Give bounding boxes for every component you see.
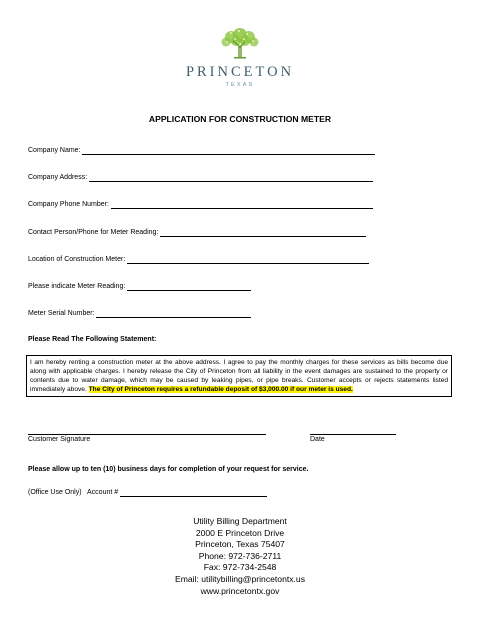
- deposit-highlight: The City of Princeton requires a refundable deposit of $3,000.00 if our meter is used.: [88, 386, 353, 393]
- meter-serial-input[interactable]: [96, 310, 251, 318]
- email-address: Email: utilitybilling@princetontx.us: [174, 573, 306, 584]
- office-use-field: [28, 488, 267, 497]
- state-name: TEXAS: [225, 82, 255, 88]
- field-label: Contact Person/Phone for Meter Reading:: [28, 229, 159, 236]
- statement-text: I am hereby renting a construction meter at the above address. I agree to pay the monthly charges for these services as bills become due along with applicable charges. I hereby release the City of Princeton from all liability in the event damages are sustained to the property or contents due to water damage, which may be caused by leaking pipes, or pipe breaks. Customer accepts or rejects statements listed immediately above.: [30, 359, 448, 393]
- contact-footer: [0, 516, 480, 597]
- meter-location-input[interactable]: [127, 256, 369, 264]
- account-label: Account #: [87, 489, 119, 496]
- liability-statement: [26, 355, 452, 397]
- field-label: Please indicate Meter Reading:: [28, 283, 126, 290]
- fax-number: Fax: 972-734-2548: [203, 562, 277, 573]
- tree-icon: [218, 26, 262, 60]
- meter-location-field: [28, 255, 369, 264]
- field-label: Company Address:: [28, 174, 88, 181]
- field-label: Meter Serial Number:: [28, 310, 95, 317]
- company-name-field: [28, 146, 375, 155]
- account-number-input[interactable]: [120, 489, 267, 497]
- field-label: Company Phone Number:: [28, 201, 109, 208]
- company-phone-input[interactable]: [111, 201, 373, 209]
- meter-reading-input[interactable]: [127, 283, 251, 291]
- processing-notice: Please allow up to ten (10) business days for completion of your request for service.: [28, 466, 309, 473]
- company-address-input[interactable]: [89, 174, 373, 182]
- field-label: Company Name:: [28, 147, 81, 154]
- phone-number: Phone: 972-736-2711: [198, 550, 282, 561]
- city-name: PRINCETON: [185, 64, 295, 80]
- form-title: APPLICATION FOR CONSTRUCTION METER: [148, 114, 332, 124]
- company-phone-field: [28, 200, 373, 209]
- statement-heading: Please Read The Following Statement:: [28, 336, 157, 343]
- company-address-field: [28, 173, 373, 182]
- field-label: Location of Construction Meter:: [28, 256, 126, 263]
- contact-person-input[interactable]: [160, 229, 366, 237]
- website-url: www.princetontx.gov: [200, 585, 280, 596]
- street-address: 2000 E Princeton Drive: [195, 527, 285, 538]
- contact-person-field: [28, 228, 366, 237]
- meter-serial-field: [28, 309, 251, 318]
- meter-reading-field: [28, 282, 251, 291]
- department-name: Utility Billing Department: [193, 516, 287, 526]
- customer-signature-line[interactable]: [28, 433, 266, 435]
- company-name-input[interactable]: [82, 147, 375, 155]
- date-label: Date: [310, 436, 325, 443]
- office-use-label: (Office Use Only): [28, 489, 82, 496]
- date-line[interactable]: [310, 433, 396, 435]
- customer-signature-label: Customer Signature: [28, 436, 91, 443]
- city-logo: [0, 26, 480, 88]
- city-state-zip: Princeton, Texas 75407: [195, 539, 285, 550]
